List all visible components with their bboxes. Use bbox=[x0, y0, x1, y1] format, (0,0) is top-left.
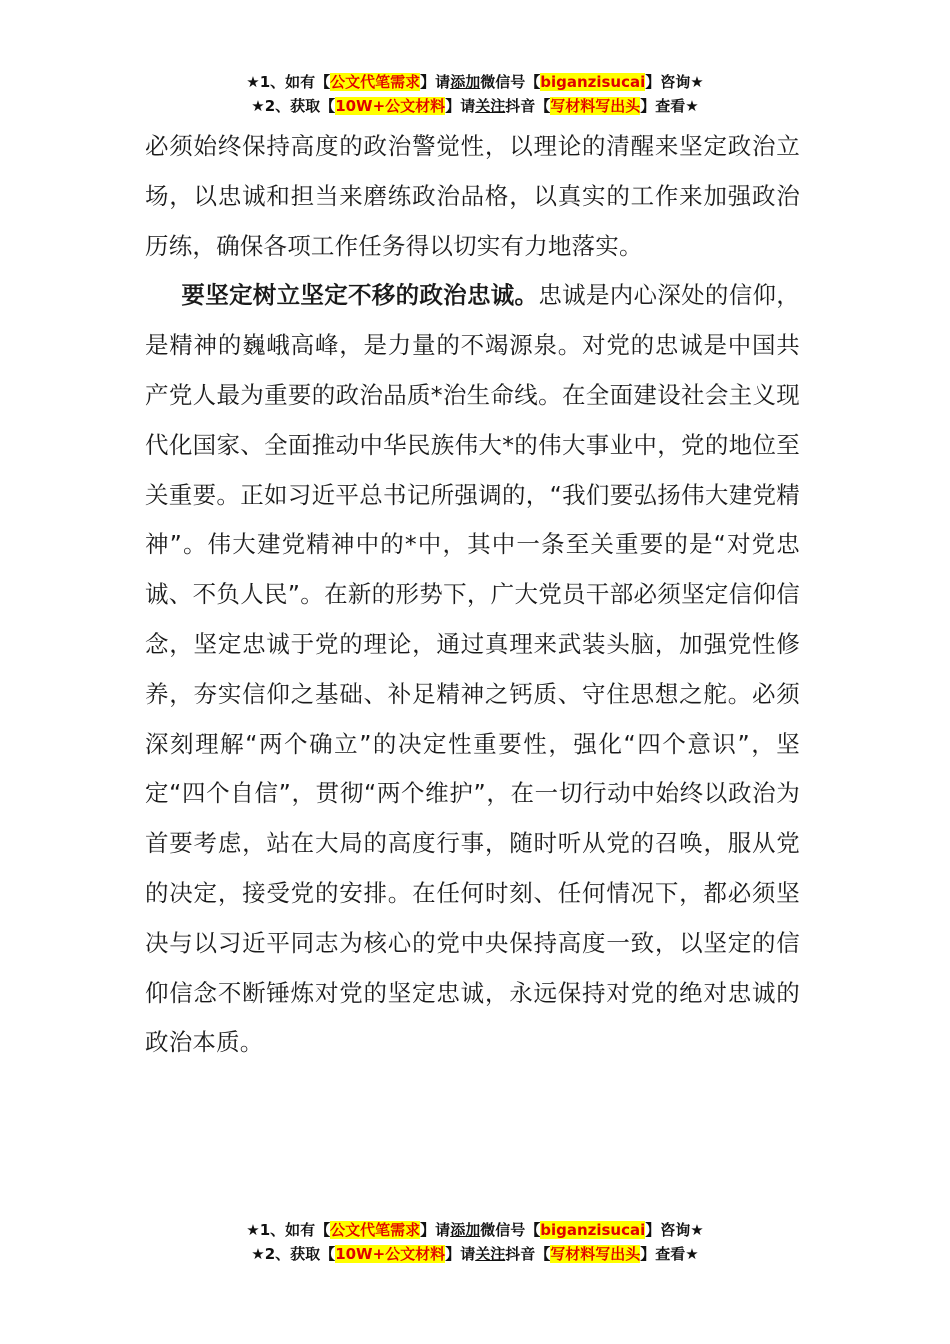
banner-emphasis: 关注 bbox=[475, 97, 506, 115]
paragraph-lead-sentence: 要坚定树立坚定不移的政治忠诚。 bbox=[181, 281, 539, 310]
wechat-id: biganzisucai bbox=[540, 73, 646, 91]
douyin-account: 写材料写出头 bbox=[550, 97, 641, 115]
banner-highlight: 公文代笔需求 bbox=[330, 73, 421, 91]
paragraph-1: 必须始终保持高度的政治警觉性，以理论的清醒来坚定政治立场，以忠诚和担当来磨练政治品格，以真实的工作来加强政治历练，确保各项工作任务得以切实有力地落实。 bbox=[145, 132, 800, 260]
banner-emphasis: 关注 bbox=[475, 1245, 506, 1263]
banner-highlight: 公文代笔需求 bbox=[330, 1221, 421, 1239]
wechat-id: biganzisucai bbox=[540, 1221, 646, 1239]
top-banner bbox=[0, 70, 950, 118]
banner-line-2: ★2、获取【10W+公文材料】请关注抖音【写材料写出头】查看★ bbox=[251, 1245, 699, 1263]
douyin-account: 写材料写出头 bbox=[550, 1245, 641, 1263]
banner-highlight: 10W+公文材料 bbox=[335, 97, 446, 115]
banner-emphasis: 添加 bbox=[450, 1221, 481, 1239]
banner-emphasis: 添加 bbox=[450, 73, 481, 91]
banner-line-2: ★2、获取【10W+公文材料】请关注抖音【写材料写出头】查看★ bbox=[251, 97, 699, 115]
banner-line-1: ★1、如有【公文代笔需求】请添加微信号【biganzisucai】咨询★ bbox=[246, 1221, 704, 1239]
banner-line-1: ★1、如有【公文代笔需求】请添加微信号【biganzisucai】咨询★ bbox=[246, 73, 704, 91]
paragraph-2 bbox=[145, 271, 800, 1068]
banner-highlight: 10W+公文材料 bbox=[335, 1245, 446, 1263]
bottom-banner bbox=[0, 1218, 950, 1266]
paragraph-body: 忠诚是内心深处的信仰，是精神的巍峨高峰，是力量的不竭源泉。对党的忠诚是中国共产党人最为重要的政治品质*治生命线。在全面建设社会主义现代化国家、全面推动中华民族伟大*的伟大事业中，党的地位至关重要。正如习近平总书记所强调的，“我们要弘扬伟大建党精神”。伟大建党精神中的*中，其中一条至关重要的是“对党忠诚、不负人民”。在新的形势下，广大党员干部必须坚定信仰信念，坚定忠诚于党的理论，通过真理来武装头脑，加强党性修养，夯实信仰之基础、补足精神之钙质、守住思想之舵。必须深刻理解“两个确立”的决定性重要性，强化“四个意识”，坚定“四个自信”，贯彻“两个维护”，在一切行动中始终以政治为首要考虑，站在大局的高度行事，随时听从党的召唤，服从党的决定，接受党的安排。在任何时刻、任何情况下，都必须坚决与以习近平同志为核心的党中央保持高度一致，以坚定的信仰信念不断锤炼对党的坚定忠诚，永远保持对党的绝对忠诚的政治本质。 bbox=[145, 281, 801, 1057]
document-body bbox=[145, 122, 800, 1068]
